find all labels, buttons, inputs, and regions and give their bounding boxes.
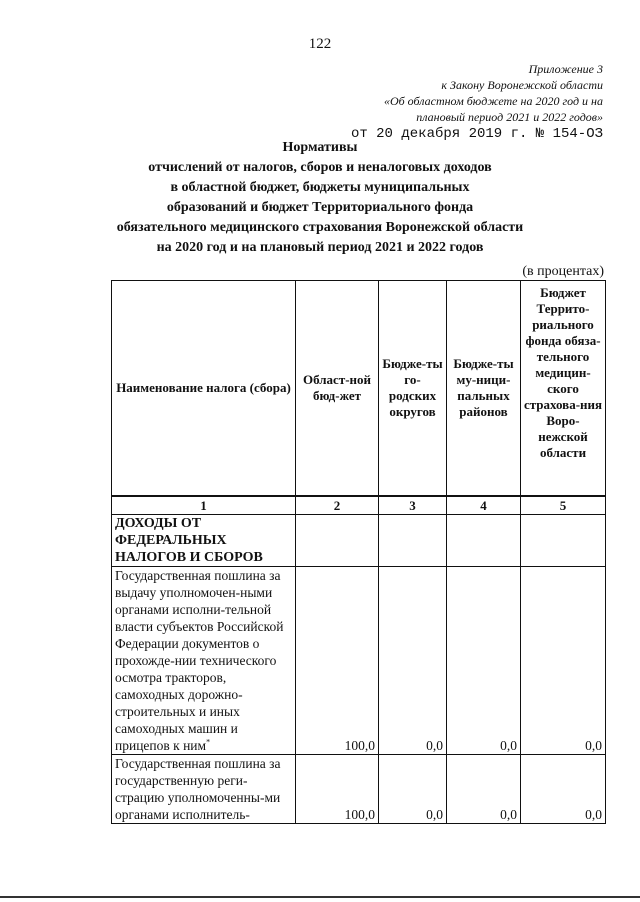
value-cell: 100,0 [296, 755, 379, 824]
header-district-budgets: Бюдже-ты му-ници-пальных районов [447, 281, 521, 496]
value-cell: 100,0 [296, 567, 379, 755]
column-number: 4 [447, 497, 521, 515]
header-row [112, 281, 606, 496]
footnote-marker: * [206, 737, 211, 747]
page-bottom-rule [0, 896, 640, 898]
value-cell [296, 515, 379, 567]
document-title [0, 138, 640, 258]
appendix-line: «Об областном бюджете на 2020 год и на [383, 94, 603, 108]
value-cell: 0,0 [447, 567, 521, 755]
column-number: 5 [521, 497, 606, 515]
value-cell [379, 515, 447, 567]
header-tax-name: Наименование налога (сбора) [112, 281, 296, 496]
title-line: отчислений от налогов, сборов и неналоговых доходов [148, 160, 492, 175]
header-city-budgets: Бюдже-ты го-родских округов [379, 281, 447, 496]
title-line: обязательного медицинского страхования Воронежской области [116, 220, 524, 235]
title-line: в областной бюджет, бюджеты муниципальных [170, 180, 470, 195]
tax-name-text: Государственная пошлина за выдачу уполномочен-ными органами исполни-тельной власти субъектов Российской Федерации документов о прохожде-нии технического осмотра тракторов, самоходных дорожно-строительных и иных самоходных машин и прицепов к ним [115, 568, 284, 753]
table-row [112, 567, 606, 755]
value-cell [447, 515, 521, 567]
header-medical-fund-budget: Бюджет Террито-риального фонда обяза-тельного медицин-ского страхова-ния Воро-нежской области [521, 281, 606, 496]
appendix-line: Приложение 3 [528, 62, 603, 76]
value-cell: 0,0 [521, 755, 606, 824]
appendix-line: к Закону Воронежской области [441, 78, 603, 92]
header-table [111, 280, 606, 496]
appendix-block [351, 61, 603, 144]
title-line: образований и бюджет Территориального фонда [166, 200, 474, 215]
body-table [111, 496, 606, 824]
section-heading: ДОХОДЫ ОТ ФЕДЕРАЛЬНЫХ НАЛОГОВ И СБОРОВ [112, 515, 296, 567]
column-number-row [112, 497, 606, 515]
column-number: 3 [379, 497, 447, 515]
units-label: (в процентах) [522, 264, 604, 279]
tax-name-cell: Государственная пошлина за государственную реги-страцию уполномоченны-ми органами исполнитель- [112, 755, 296, 824]
column-number: 1 [112, 497, 296, 515]
title-line: на 2020 год и на плановый период 2021 и 2022 годов [156, 240, 484, 255]
column-number: 2 [296, 497, 379, 515]
value-cell: 0,0 [521, 567, 606, 755]
value-cell: 0,0 [379, 567, 447, 755]
header-regional-budget: Област-ной бюд-жет [296, 281, 379, 496]
value-cell: 0,0 [447, 755, 521, 824]
table-row [112, 755, 606, 824]
value-cell [521, 515, 606, 567]
value-cell: 0,0 [379, 755, 447, 824]
appendix-law-date: от 20 декабря 2019 г. № 154-ОЗ [350, 126, 603, 142]
table-row [112, 515, 606, 567]
tax-name-cell [112, 567, 296, 755]
appendix-line: плановый период 2021 и 2022 годов» [416, 110, 603, 124]
page-number: 122 [308, 36, 332, 52]
title-line: Нормативы [282, 140, 358, 155]
